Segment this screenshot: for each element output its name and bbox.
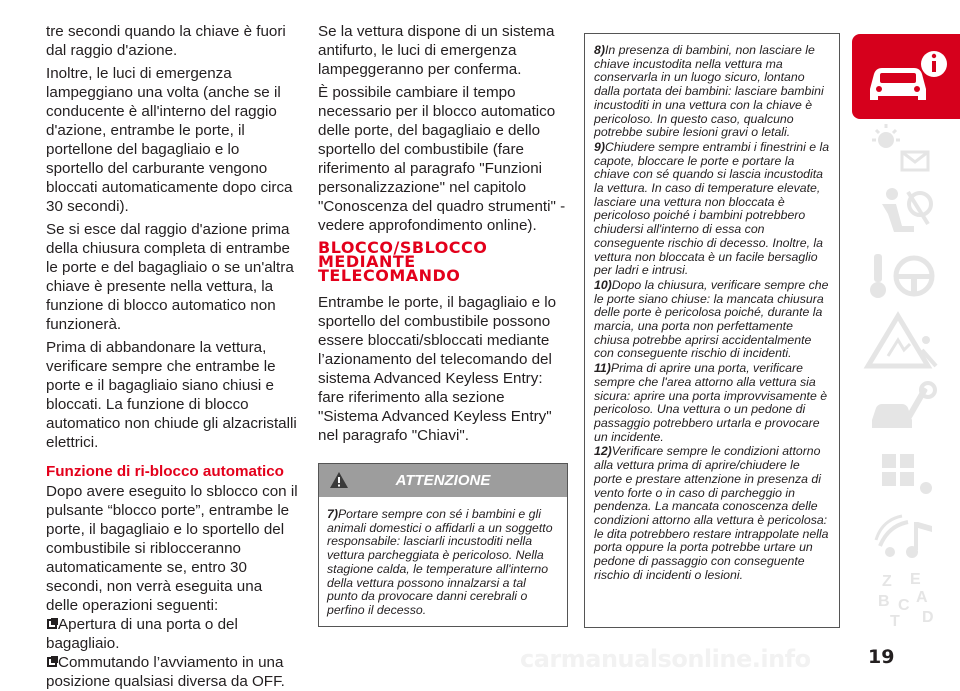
breakdown-triangle-icon[interactable] <box>852 310 960 376</box>
svg-text:A: A <box>916 589 928 606</box>
paragraph: tre secondi quando la chiave è fuori dal raggio d'azione. <box>46 23 286 59</box>
paragraph: Se si esce dal raggio d'azione prima della chiusura completa di entrambe le porte e del bagagliaio o se un'altra chiave è presente nella vettura, la funzione di blocco automatico non funzionerà. <box>46 221 294 333</box>
bullet-item: Apertura di una porta o del bagagliaio. <box>46 616 238 652</box>
subheading: Funzione di ri-blocco automatico <box>46 463 284 480</box>
wrench-car-icon[interactable] <box>852 376 960 442</box>
dashboard-lights-icon[interactable] <box>852 118 960 184</box>
section-heading: BLOCCO/SBLOCCO MEDIANTE TELECOMANDO <box>318 238 488 285</box>
bullet-icon <box>46 656 58 668</box>
warning-box <box>318 463 568 627</box>
page-number: 19 <box>868 646 895 668</box>
warning-body <box>319 497 567 626</box>
paragraph: Entrambe le porte, il bagagliaio e lo sportello del combustibile possono essere bloccati/sbloccati mediante l’azionamento del telecomando del sistema Advanced Keyless Entry: fare riferimento alla sezione "Sistema Advanced Keyless Entry" nel paragrafo "Chiavi". <box>318 294 557 444</box>
warning-note: 11)Prima di aprire una porta, verificare sempre che l'area attorno alla vettura sia sicura: aprire una porta improvvisamente è pericoloso. Una vettura o un pedone di passaggio potrebbero urtarla e provocare un incidente. <box>594 361 828 444</box>
warning-note: 9)Chiudere sempre entrambi i finestrini e la capote, bloccare le porte e portare la chiave con sé quando si lascia incustodita la vettura. In caso di temperature elevate, lasciare una vettura non bloccata è pericoloso poiché i bambini potrebbero chiudersi all'interno di essa con conseguente rischio di decesso. Inoltre, la vettura non bloccata è un facile bersaglio per ladri e intrusi. <box>594 139 830 278</box>
svg-text:D: D <box>922 609 934 626</box>
svg-text:B: B <box>878 593 890 610</box>
warning-note: 10)Dopo la chiusura, verificare sempre che le porte siano chiuse: la mancata chiusura delle porte è pericolosa poiché, durante la marcia, una porta non perfettamente chiusa potrebbe aprirsi accidentalmente con conseguente rischio di incidenti. <box>594 277 829 361</box>
svg-text:C: C <box>898 597 910 614</box>
radio-music-icon[interactable] <box>852 506 960 572</box>
alphabet-index-icon[interactable] <box>852 566 960 632</box>
warning-note: 8)In presenza di bambini, non lasciare le chiave incustodita nella vettura ma conservarla in un luogo sicuro, lontano dalla portata dei bambini: lasciare bambini incustoditi in una vettura con la chiave è pericoloso. In questo caso, qualcuno potrebbe subire lesioni gravi o letali. <box>594 43 824 140</box>
bullet-item: Commutando l’avviamento in una posizione qualsiasi diversa da OFF. <box>46 654 285 690</box>
airbag-seat-icon[interactable] <box>852 180 960 246</box>
watermark: carmanualsonline.info <box>520 645 811 673</box>
warning-header <box>319 464 567 497</box>
tools-icon[interactable] <box>852 440 960 506</box>
text-column-1 <box>46 22 298 691</box>
bullet-icon <box>46 618 58 630</box>
car-info-icon <box>852 34 960 119</box>
svg-text:Z: Z <box>882 573 892 590</box>
text-column-2 <box>318 22 568 627</box>
paragraph: Prima di abbandonare la vettura, verificare sempre che entrambe le porte e il bagagliaio siano chiusi e bloccati. La funzione di blocco automatico non chiude gli alzacristalli elettrici. <box>46 339 297 451</box>
paragraph: Se la vettura dispone di un sistema antifurto, le luci di emergenza lampeggeranno per conferma. <box>318 23 555 78</box>
warning-title: ATTENZIONE <box>395 472 491 489</box>
svg-text:E: E <box>910 571 921 588</box>
key-steering-icon[interactable] <box>852 244 960 310</box>
paragraph: Dopo avere eseguito lo sblocco con il pulsante “blocco porte”, entrambe le porte, il bagagliaio e lo sportello del combustibile si riblocceranno automaticamente se, entro 30 secondi, non verrà eseguita una delle operazioni seguenti: <box>46 483 298 614</box>
svg-text:T: T <box>890 613 900 630</box>
notes-box <box>584 33 840 628</box>
paragraph: Inoltre, le luci di emergenza lampeggiano una volta (anche se il conducente è all'interno del raggio d'azione, entrambe le porte, il portellone del bagagliaio e lo sportello del carburante vengono bloccati automaticamente dopo circa 30 secondi). <box>46 65 293 215</box>
warning-note: 7)Portare sempre con sé i bambini e gli animali domestici o affidarli a un soggetto responsabile: lasciarli incustoditi nella vettura parcheggiata è pericoloso. Nella stagione calda, le temperature all'interno della vettura possono innalzarsi a tal punto da provocare danni cerebrali o perfino il decesso. <box>327 507 553 617</box>
chapter-tab-active[interactable] <box>852 34 960 119</box>
paragraph: È possibile cambiare il tempo necessario per il blocco automatico delle porte, del bagagliaio e dello sportello del combustibile (fare riferimento al paragrafo "Funzioni personalizzazione" nel capitolo "Conoscenza del quadro strumenti" - vedere approfondimento online). <box>318 84 566 234</box>
warning-note: 12)Verificare sempre le condizioni attorno alla vettura prima di aprire/chiudere le porte e prestare attenzione in presenza di vento forte o in caso di parcheggio in pendenza. La mancata conoscenza delle condizioni attorno alla vettura è pericolosa: le dita potrebbero restare intrappolate nella porta oppure la porta potrebbe urtare un pedone di passaggio con conseguente rischio di incidenti o lesioni. <box>594 444 829 582</box>
